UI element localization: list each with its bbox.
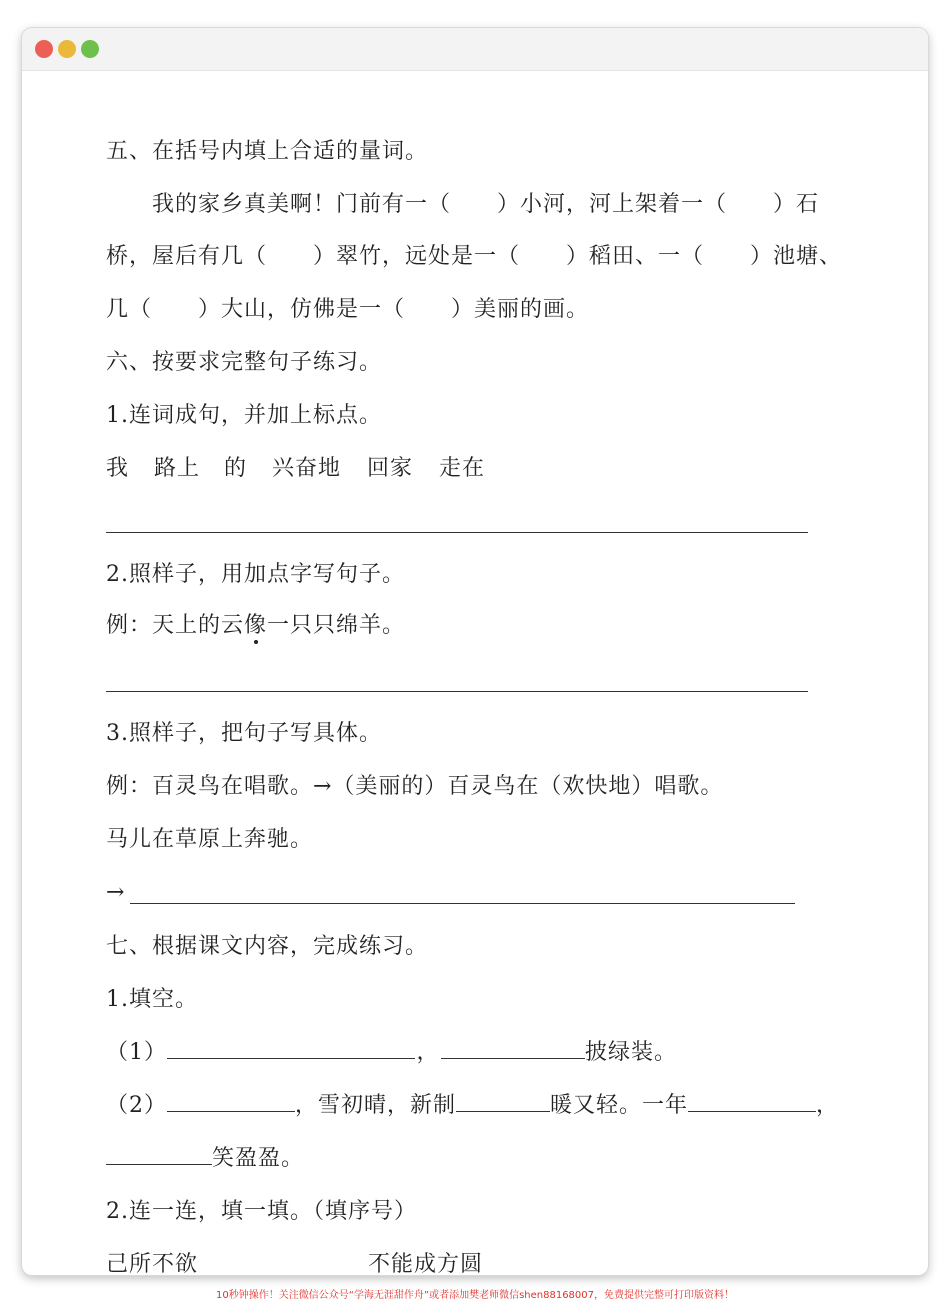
section5-paragraph-line2: 桥，屋后有几（ ）翠竹，远处是一（ ）稻田、一（ ）池塘、 [106,244,843,269]
fill1-blank-b[interactable] [441,1038,585,1059]
fill1-separator: ， [416,1040,440,1065]
q3-arrow: → [106,880,126,905]
section6-heading: 六、按要求完整句子练习。 [106,350,383,375]
section5-paragraph-line1: 我的家乡真美啊！门前有一（ ）小河，河上架着一（ ）石 [152,192,820,217]
word-item: 回家 [367,456,414,481]
fill2-number: （2） [106,1093,167,1118]
fill-item-1 [106,1038,677,1068]
q2-example-before: 例：天上的云 [106,613,245,638]
q1-answer-line[interactable] [106,532,808,533]
fill2-ending: 笑盈盈。 [212,1146,305,1171]
fill-item-2-continued [106,1144,304,1174]
worksheet-content [22,70,928,1275]
fill-title: 1.填空。 [106,987,198,1012]
match-right-item[interactable]: 不能成方圆 [368,1252,484,1275]
fill1-blank-a[interactable] [167,1038,415,1059]
fill2-blank-d[interactable] [106,1144,212,1165]
q1-word-list [106,454,485,484]
fill2-blank-a[interactable] [167,1091,295,1112]
title-bar [22,28,928,71]
maximize-button[interactable] [81,40,99,58]
word-item: 我 [106,456,130,481]
fill2-separator: ， [816,1093,840,1118]
fill1-number: （1） [106,1040,167,1065]
fill2-middle-1: ，雪初晴，新制 [295,1093,457,1118]
q3-sentence: 马儿在草原上奔驰。 [106,827,314,852]
q3-answer-line[interactable] [130,903,795,904]
fill1-ending: 披绿装。 [585,1040,678,1065]
fill-item-2 [106,1091,839,1121]
word-item: 的 [224,456,248,481]
fill2-middle-2: 暖又轻。一年 [550,1093,689,1118]
footer-notice: 10秒钟操作！关注微信公众号“学海无涯甜作舟”或者添加樊老师微信shen88168007，免费提供完整可打印版资料！ [215,1290,735,1301]
section5-heading: 五、在括号内填上合适的量词。 [106,139,429,164]
q2-example-dotted-char: 像 [244,613,268,638]
section7-heading: 七、根据课文内容，完成练习。 [106,934,429,959]
fill2-blank-c[interactable] [688,1091,816,1112]
word-item: 走在 [439,456,486,481]
section5-paragraph-line3: 几（ ）大山，仿佛是一（ ）美丽的画。 [106,297,590,322]
match-left-item[interactable]: 己所不欲 [106,1252,199,1275]
word-item: 路上 [154,456,201,481]
fill2-blank-b[interactable] [456,1091,550,1112]
match-title: 2.连一连，填一填。（填序号） [106,1199,417,1224]
q2-example [106,611,405,641]
word-item: 兴奋地 [272,456,342,481]
q2-example-after: 一只只绵羊。 [267,613,406,638]
document-window [22,28,928,1275]
q2-answer-line[interactable] [106,691,808,692]
q1-title: 1.连词成句，并加上标点。 [106,403,382,428]
q2-title: 2.照样子，用加点字写句子。 [106,562,405,587]
q3-title: 3.照样子，把句子写具体。 [106,721,382,746]
close-button[interactable] [35,40,53,58]
q3-example: 例：百灵鸟在唱歌。→（美丽的）百灵鸟在（欢快地）唱歌。 [106,774,724,799]
minimize-button[interactable] [58,40,76,58]
